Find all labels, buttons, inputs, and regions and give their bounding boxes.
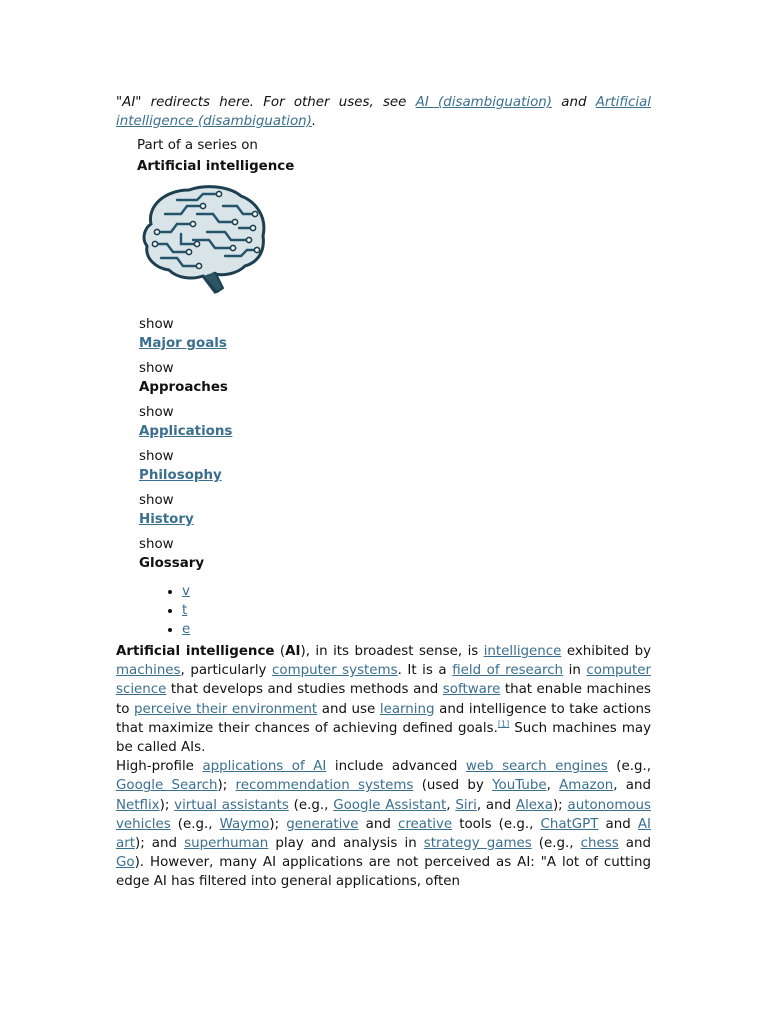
strategy-games-link[interactable]: strategy games — [423, 836, 532, 852]
learning-link[interactable]: learning — [379, 701, 435, 717]
alexa-link[interactable]: Alexa — [515, 797, 553, 813]
google-search-link[interactable]: Google Search — [116, 778, 218, 794]
history-link[interactable]: History — [139, 512, 194, 527]
list-item — [182, 601, 651, 620]
hatnote — [116, 93, 651, 131]
computer-science-link[interactable]: computer science — [116, 663, 651, 698]
show-toggle[interactable]: show — [139, 537, 174, 552]
reference-1-link[interactable]: [1] — [497, 719, 510, 729]
group-major-goals — [139, 315, 651, 354]
ai-full-disambiguation-link[interactable]: Artificial intelligence (disambiguation) — [116, 95, 651, 129]
siri-link[interactable]: Siri — [455, 797, 477, 813]
list-item — [182, 620, 651, 639]
glossary-title: Glossary — [139, 556, 205, 571]
intelligence-link[interactable]: intelligence — [483, 644, 562, 659]
bold-term: AI — [285, 644, 301, 659]
ai-disambiguation-link[interactable]: AI (disambiguation) — [415, 95, 552, 110]
applications-paragraph: High-profile applications of AI include advanced web search engines (e.g., Google Search); recommendation systems (used by YouTube, Amazon, and Netflix); virtual assistants (e.g., Google Assistant, Siri, and Alexa); autonomous vehicles (e.g., Waymo); generative and creative tools (e.g., ChatGPT and AI art); and superhuman play and analysis in strategy games (e.g., chess and Go). However, many AI applications are not perceived as AI: "A lot of cutting edge AI has filtered into general applications, often — [116, 759, 652, 890]
circuit-brain-icon — [137, 184, 269, 296]
group-glossary — [139, 535, 651, 574]
waymo-link[interactable]: Waymo — [219, 816, 270, 832]
article — [116, 93, 651, 892]
intro-paragraph: Artificial intelligence (AI), in its broadest sense, is intelligence exhibited by machines, particularly computer systems. It is a field of research in computer science that develops and studies methods and software that enable machines to perceive their environment and use learning and intelligence to take actions that maximize their chances of achieving defined goals.[1] Such machines may be called AIs. — [116, 644, 652, 756]
youtube-link[interactable]: YouTube — [492, 778, 547, 794]
show-toggle[interactable]: show — [139, 317, 174, 332]
chess-link[interactable]: chess — [580, 836, 619, 852]
ai-art-link[interactable]: AI art — [116, 816, 651, 852]
hatnote-text: . — [311, 114, 317, 129]
software-link[interactable]: software — [442, 682, 501, 698]
perceive-environment-link[interactable]: perceive their environment — [134, 701, 318, 717]
article-body — [116, 642, 651, 892]
hatnote-text: "AI" redirects here. For other uses, see — [116, 95, 416, 110]
view-template-link[interactable]: v — [182, 584, 190, 599]
navbar-links — [182, 582, 651, 639]
list-item — [182, 582, 651, 601]
talk-template-link[interactable]: t — [182, 603, 188, 618]
group-philosophy — [139, 447, 651, 486]
chatgpt-link[interactable]: ChatGPT — [540, 816, 599, 832]
amazon-link[interactable]: Amazon — [559, 778, 614, 794]
bold-term: Artificial intelligence — [116, 644, 275, 659]
show-toggle[interactable]: show — [139, 493, 174, 508]
applications-link[interactable]: Applications — [139, 424, 233, 439]
virtual-assistants-link[interactable]: virtual assistants — [174, 797, 289, 813]
creative-link[interactable]: creative — [397, 816, 453, 832]
recommendation-systems-link[interactable]: recommendation systems — [235, 778, 414, 794]
philosophy-link[interactable]: Philosophy — [139, 468, 222, 483]
computer-systems-link[interactable]: computer systems — [272, 663, 398, 679]
web-search-engines-link[interactable]: web search engines — [465, 759, 608, 775]
field-of-research-link[interactable]: field of research — [452, 663, 564, 679]
autonomous-vehicles-link[interactable]: autonomous vehicles — [116, 797, 652, 832]
edit-template-link[interactable]: e — [182, 622, 191, 637]
series-groups — [139, 315, 651, 574]
go-link[interactable]: Go — [116, 855, 135, 871]
applications-of-ai-link[interactable]: applications of AI — [202, 759, 327, 775]
show-toggle[interactable]: show — [139, 405, 174, 420]
major-goals-link[interactable]: Major goals — [139, 336, 227, 351]
series-title: Artificial intelligence — [137, 159, 295, 174]
hatnote-text: and — [552, 95, 596, 110]
approaches-title: Approaches — [139, 380, 228, 395]
generative-link[interactable]: generative — [286, 816, 359, 832]
group-applications — [139, 403, 651, 442]
google-assistant-link[interactable]: Google Assistant — [333, 797, 447, 813]
machines-link[interactable]: machines — [116, 663, 181, 679]
show-toggle[interactable]: show — [139, 361, 174, 376]
group-history — [139, 491, 651, 530]
superhuman-link[interactable]: superhuman — [184, 836, 269, 852]
netflix-link[interactable]: Netflix — [116, 797, 160, 813]
series-pretitle: Part of a series on — [137, 138, 258, 153]
show-toggle[interactable]: show — [139, 449, 174, 464]
group-approaches — [139, 359, 651, 398]
series-sidebar — [137, 136, 651, 639]
